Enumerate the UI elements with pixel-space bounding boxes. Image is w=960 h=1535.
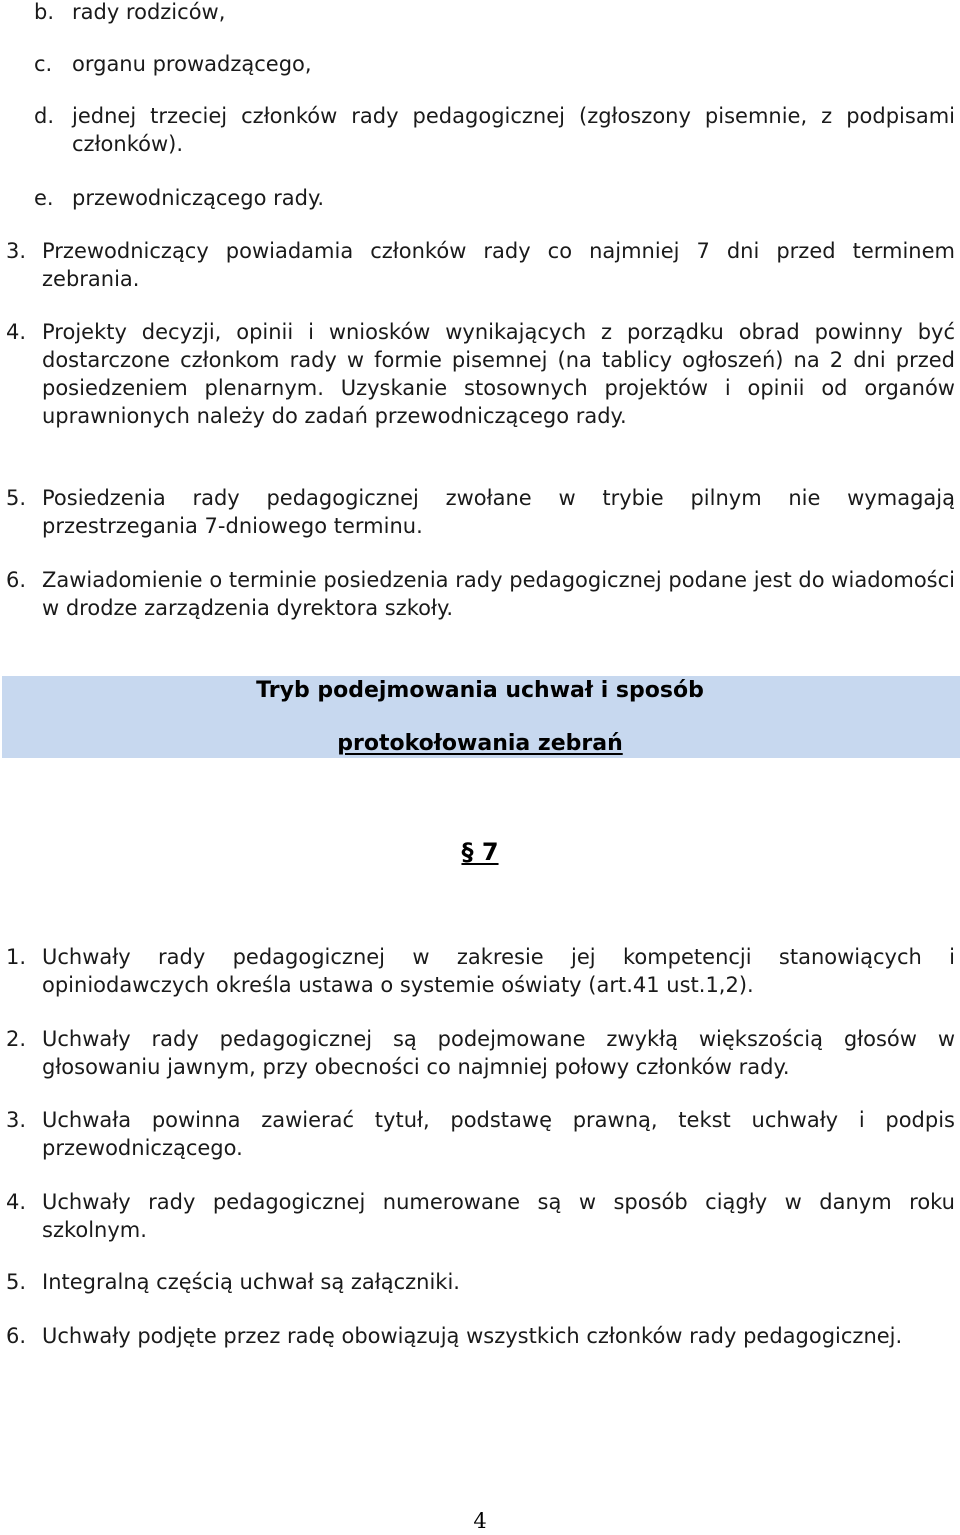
item-number: 6. (6, 1324, 27, 1348)
item-text: Posiedzenia rady pedagogicznej zwołane w trybie pilnym nie wymagają przestrzegania 7-dniowego terminu. (42, 486, 955, 538)
list-item-c (34, 50, 955, 78)
item-number: 3. (6, 239, 27, 263)
item-number: 2. (6, 1027, 27, 1051)
list-item-e (34, 184, 955, 212)
page-number-text: 4 (473, 1509, 487, 1533)
section7-item-3 (6, 1106, 955, 1162)
list-text: przewodniczącego rady. (72, 186, 325, 210)
section7-item-4 (6, 1188, 955, 1244)
numbered-item-4 (6, 318, 955, 430)
item-text: Uchwała powinna zawierać tytuł, podstawę prawną, tekst uchwały i podpis przewodniczącego. (42, 1108, 955, 1160)
list-text: rady rodziców, (72, 0, 226, 24)
list-letter: c. (34, 52, 53, 76)
section7-item-1 (6, 943, 955, 999)
numbered-item-3 (6, 237, 955, 293)
section7-item-6 (6, 1322, 955, 1350)
numbered-item-5 (6, 484, 955, 540)
item-text: Uchwały rady pedagogicznej numerowane są w sposób ciągły w danym roku szkolnym. (42, 1190, 955, 1242)
item-number: 4. (6, 1190, 27, 1214)
item-text: Uchwały rady pedagogicznej w zakresie jej kompetencji stanowiących i opiniodawczych określa ustawa o systemie oświaty (art.41 ust.1,2). (42, 945, 955, 997)
item-number: 5. (6, 1270, 27, 1294)
paragraph-mark (0, 838, 960, 866)
item-text: Zawiadomienie o terminie posiedzenia rady pedagogicznej podane jest do wiadomości w drodze zarządzenia dyrektora szkoły. (42, 568, 955, 620)
item-number: 3. (6, 1108, 27, 1132)
list-letter: e. (34, 186, 54, 210)
heading-text-2: protokołowania zebrań (337, 731, 623, 756)
numbered-item-6 (6, 566, 955, 622)
list-text: jednej trzeciej członków rady pedagogicznej (zgłoszony pisemnie, z podpisami członków). (72, 104, 955, 156)
list-letter: d. (34, 104, 55, 128)
page-number (0, 1509, 960, 1533)
list-item-d (34, 102, 955, 158)
item-text: Projekty decyzji, opinii i wniosków wynikających z porządku obrad powinny być dostarczone członkom rady w formie pisemnej (na tablicy ogłoszeń) na 2 dni przed posiedzeniem plenarnym. Uzyskanie stosownych projektów i opinii od organów uprawnionych należy do zadań przewodniczącego rady. (42, 320, 955, 428)
item-number: 4. (6, 320, 27, 344)
item-text: Przewodniczący powiadamia członków rady co najmniej 7 dni przed terminem zebrania. (42, 239, 955, 291)
item-text: Uchwały podjęte przez radę obowiązują wszystkich członków rady pedagogicznej. (42, 1324, 903, 1348)
list-item-b (34, 0, 955, 26)
list-text: organu prowadzącego, (72, 52, 312, 76)
item-text: Integralną częścią uchwał są załączniki. (42, 1270, 460, 1294)
section-heading-line-2 (0, 730, 960, 758)
paragraph-mark-text: § 7 (461, 838, 499, 866)
item-text: Uchwały rady pedagogicznej są podejmowane zwykłą większością głosów w głosowaniu jawnym, przy obecności co najmniej połowy członków rady. (42, 1027, 955, 1079)
section-heading-line-1 (0, 677, 960, 705)
item-number: 5. (6, 486, 27, 510)
section7-item-2 (6, 1025, 955, 1081)
heading-text-1: Tryb podejmowania uchwał i sposób (256, 678, 704, 703)
section7-item-5 (6, 1268, 955, 1296)
item-number: 1. (6, 945, 27, 969)
list-letter: b. (34, 0, 55, 24)
item-number: 6. (6, 568, 27, 592)
